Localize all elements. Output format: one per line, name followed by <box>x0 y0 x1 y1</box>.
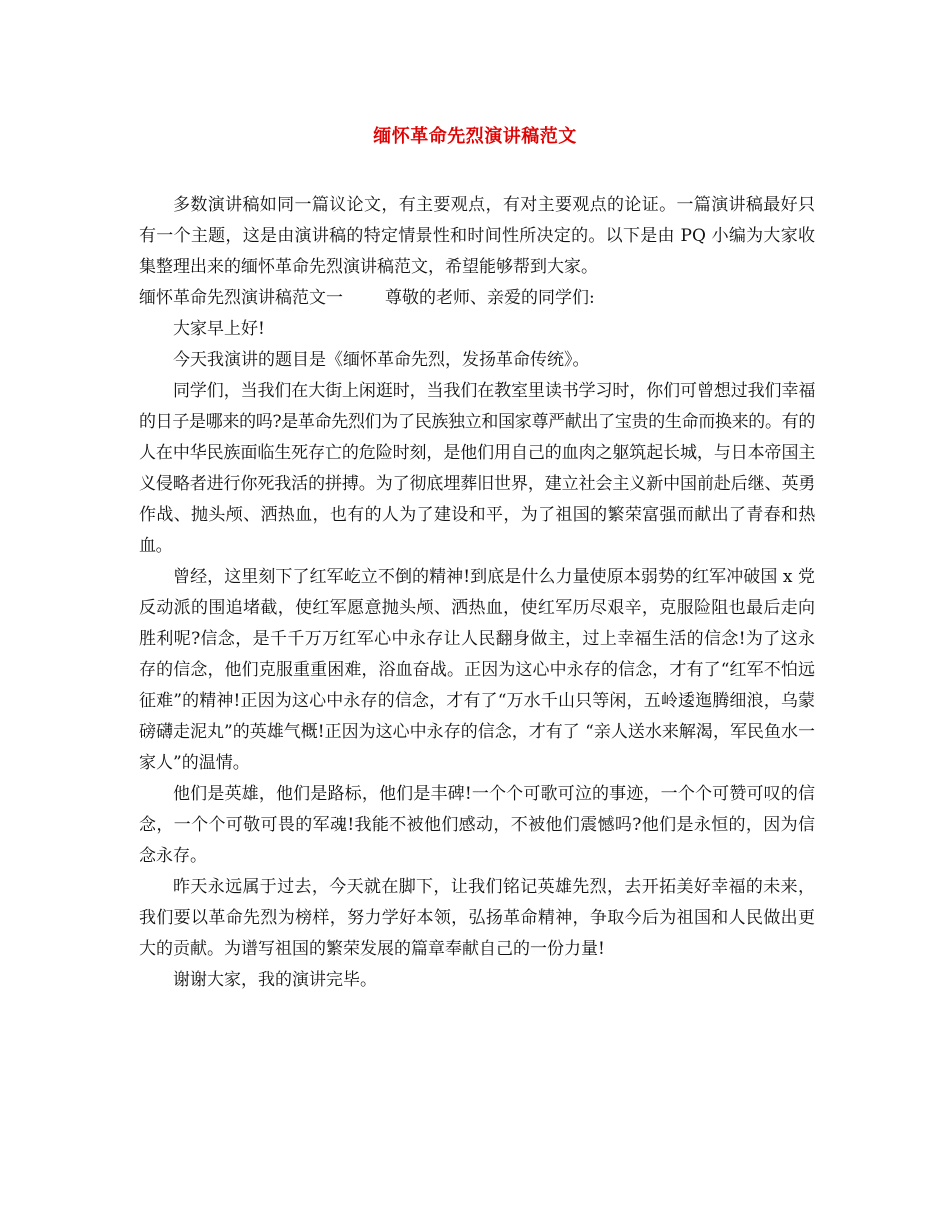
paragraph-topic: 今天我演讲的题目是《缅怀革命先烈，发扬革命传统》。 <box>173 350 590 370</box>
paragraph-heroes: 他们是英雄，他们是路标，他们是丰碑!一个个可歌可泣的事迹，一个个可赞可叹的信念，一个个可敬可畏的军魂!我能不被他们感动，不被他们震憾吗?他们是永恒的，因为信念永存。 <box>139 784 815 866</box>
paragraph-belief: 曾经，这里刻下了红军屹立不倒的精神!到底是什么力量使原本弱势的红军冲破国 x 党反动派的围追堵截，使红军愿意抛头颅、洒热血，使红军历尽艰辛，克服险阻也最后走向胜利呢?信念，是千千万万红军心中永存让人民翻身做主，过上幸福生活的信念!为了这永存的信念，他们克服重重困难，浴血奋战。正因为这心中永存的信念，才有了“红军不怕远征难”的精神!正因为这心中永存的信念，才有了“万水千山只等闲，五岭逶迤腾细浪，乌蒙磅礴走泥丸”的英雄气概!正因为这心中永存的信念，才有了 “亲人送水来解渴，军民鱼水一家人”的温情。 <box>139 567 815 773</box>
paragraph-future: 昨天永远属于过去，今天就在脚下，让我们铭记英雄先烈，去开拓美好幸福的未来，我们要以革命先烈为榜样，努力学好本领，弘扬革命精神，争取今后为祖国和人民做出更大的贡献。为谱写祖国的繁荣发展的篇章奉献自己的一份力量! <box>139 877 815 959</box>
section-heading-line <box>139 283 815 314</box>
paragraph-closing: 谢谢大家，我的演讲完毕。 <box>173 970 377 990</box>
greeting: 大家早上好! <box>173 319 265 339</box>
paragraph-history: 同学们，当我们在大街上闲逛时，当我们在教室里读书学习时，你们可曾想过我们幸福的日子是哪来的吗?是革命先烈们为了民族独立和国家尊严献出了宝贵的生命而换来的。有的人在中华民族面临生死存亡的危险时刻，是他们用自己的血肉之躯筑起长城，与日本帝国主义侵略者进行你死我活的拼搏。为了彻底埋葬旧世界，建立社会主义新中国前赴后继、英勇作战、抛头颅、洒热血，也有的人为了建设和平，为了祖国的繁荣富强而献出了青春和热血。 <box>139 381 815 556</box>
intro-paragraph: 多数演讲稿如同一篇议论文，有主要观点，有对主要观点的论证。一篇演讲稿最好只有一个主题，这是由演讲稿的特定情景性和时间性所决定的。以下是由 PQ 小编为大家收集整理出来的缅怀革命先烈演讲稿范文，希望能够帮到大家。 <box>139 195 815 277</box>
document-title: 缅怀革命先烈演讲稿范文 <box>373 126 577 147</box>
section-heading: 缅怀革命先烈演讲稿范文一 <box>139 288 343 308</box>
salutation: 尊敬的老师、亲爱的同学们: <box>385 288 595 308</box>
document-body <box>139 190 815 996</box>
